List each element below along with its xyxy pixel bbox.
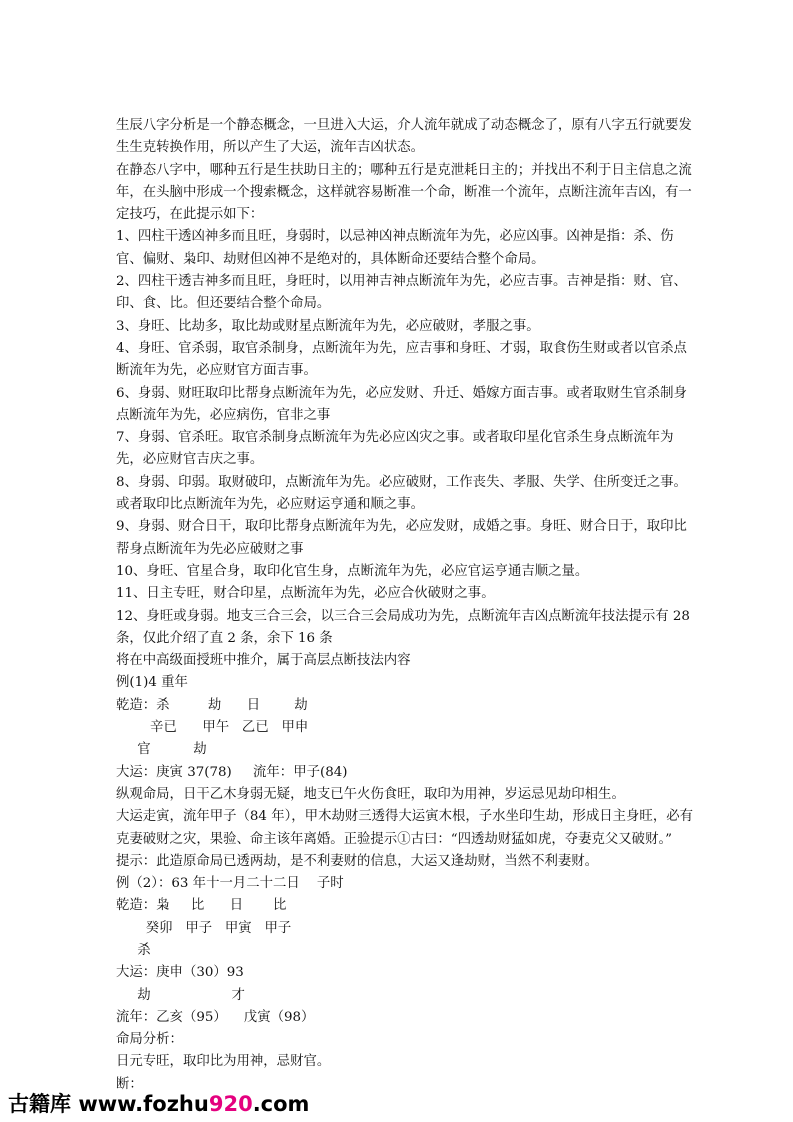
text-line: 杀 <box>116 942 151 958</box>
watermark-site-name: 古籍库 <box>8 1092 71 1116</box>
text-line: 乾造：枭 比 日 比 <box>116 898 287 914</box>
text-line: 官 劫 <box>116 742 207 758</box>
watermark-url-number: 920 <box>208 1092 253 1116</box>
text-line: 4、身旺、官杀弱，取官杀制身，点断流年为先，应吉事和身旺、才弱，取食伤生财或者以官杀点断流年为先，必应财官方面吉事。 <box>116 340 687 379</box>
text-line: 日元专旺，取印比为用神，忌财官。 <box>116 1054 331 1070</box>
text-line: 生辰八字分析是一个静态概念，一旦进入大运，介人流年就成了动态概念了，原有八字五行就要发生生克转换作用，所以产生了大运，流年吉凶状态。 <box>116 118 692 156</box>
text-line: 断： <box>116 1076 143 1092</box>
watermark-url-prefix: www.fozhu <box>78 1092 209 1116</box>
text-line: 9、身弱、财合日干，取印比帮身点断流年为先，必应发财，成婚之事。身旺、财合日于，取印比帮身点断流年为先必应破财之事 <box>116 519 687 557</box>
text-line: 例（2）：63 年十一月二十二日 子时 <box>116 876 344 892</box>
text-line: 10、身旺、官星合身，取印化官生身，点断流年为先，必应官运亨通吉顺之量。 <box>116 563 589 579</box>
text-line: 6、身弱、财旺取印比帮身点断流年为先，必应发财、升迁、婚嫁方面吉事。或者取财生官杀制身点断流年为先，必应病伤，官非之事 <box>116 385 687 423</box>
text-line: 劫 才 <box>116 987 245 1003</box>
text-line: 11、日主专旺，财合印星，点断流年为先，必应合伙破财之事。 <box>116 586 495 602</box>
text-line: 将在中高级面授班中推介，属于高层点断技法内容 <box>116 653 411 669</box>
text-line: 提示：此造原命局已透两劫，是不利妻财的信息，大运又逢劫财，当然不利妻财。 <box>116 853 599 869</box>
site-watermark <box>8 1088 309 1118</box>
text-line: 流年：乙亥（95） 戊寅（98） <box>116 1009 315 1025</box>
text-line: 大运走寅，流年甲子（84 年），甲木劫财三透得大运寅木根，子水坐印生劫，形成日主身旺，必有克妻破财之灾，果验、命主该年离婚。正验提示①古曰：“四透劫财猛如虎，夺妻克父又破财。” <box>116 809 693 847</box>
text-line: 命局分析： <box>116 1032 183 1048</box>
watermark-url-suffix: .com <box>252 1092 310 1116</box>
text-line: 7、身弱、官杀旺。取官杀制身点断流年为先必应凶灾之事。或者取印星化官杀生身点断流年为先，必应财官吉庆之事。 <box>116 430 674 468</box>
text-line: 3、身旺、比劫多，取比劫或财星点断流年为先，必应破财，孝服之事。 <box>116 318 540 334</box>
text-line: 例(1)4 重年 <box>116 675 188 691</box>
text-line: 辛已 甲午 乙已 甲申 <box>116 720 309 736</box>
text-line: 8、身弱、印弱。取财破印，点断流年为先。必应破财，工作丧失、孝服、失学、住所变迁之事。或者取印比点断流年为先，必应财运亨通和顺之事。 <box>116 474 687 513</box>
text-line: 大运：庚寅 37(78) 流年：甲子(84) <box>116 764 348 780</box>
document-body <box>116 115 696 1096</box>
text-line: 1、四柱干透凶神多而且旺，身弱时，以忌神凶神点断流年为先，必应凶事。凶神是指：杀、伤官、偏财、枭印、劫财但凶神不是绝对的，具体断命还要结合整个命局。 <box>116 229 674 267</box>
text-line: 癸卯 甲子 甲寅 甲子 <box>116 920 292 936</box>
text-line: 纵观命局，日干乙木身弱无疑，地支已午火伤食旺，取印为用神，岁运忌见劫印相生。 <box>116 786 625 802</box>
text-line: 12、身旺或身弱。地支三合三会，以三合三会局成功为先，点断流年吉凶点断流年技法提示有 28 条，仅此介绍了直 2 条，余下 16 条 <box>116 608 690 646</box>
text-line: 在静态八字中，哪种五行是生扶助日主的；哪种五行是克泄耗日主的；并找出不利于日主信息之流年，在头脑中形成一个搜索概念，这样就容易断准一个命，断准一个流年，点断注流年吉凶，有一定技巧，在此提示如下： <box>116 162 692 223</box>
text-line: 乾造：杀 劫 日 劫 <box>116 697 308 713</box>
text-line: 2、四柱干透吉神多而且旺，身旺时，以用神吉神点断流年为先，必应吉事。吉神是指：财、官、印、食、比。但还要结合整个命局。 <box>116 274 687 312</box>
text-line: 大运：庚申（30）93 <box>116 965 244 981</box>
